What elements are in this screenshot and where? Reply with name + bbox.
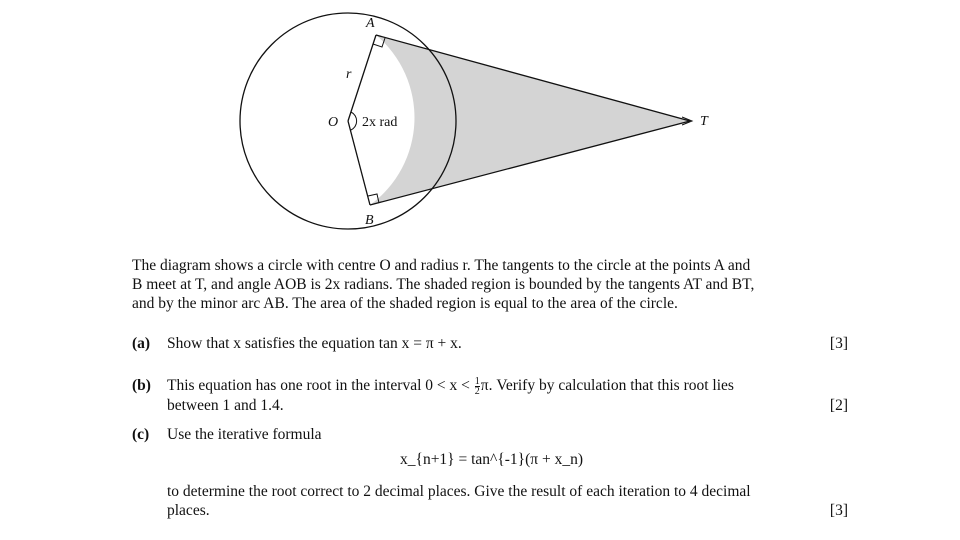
part-c-text: Use the iterative formula [167, 426, 322, 443]
intro-line: B meet at T, and angle AOB is 2x radians. The shaded region is bounded by the tangents AT and BT, [132, 276, 755, 293]
radius-OA [348, 35, 376, 121]
frac-num: 1 [474, 375, 480, 387]
part-c-line [167, 501, 848, 520]
iterative-formula [400, 451, 583, 469]
label-A: A [366, 16, 375, 31]
part-c-label: (c) [132, 426, 150, 443]
part-c-line2-text: places. [167, 502, 210, 519]
part-c-line: to determine the root correct to 2 decimal places. Give the result of each iteration to 4 decimal [167, 483, 751, 500]
label-O: O [328, 115, 339, 130]
part-b-text2: between 1 and 1.4. [167, 397, 284, 414]
intro-line: The diagram shows a circle with centre O and radius r. The tangents to the circle at the points A and [132, 257, 751, 274]
half-fraction [475, 377, 480, 396]
part-b-text-end: π. Verify by calculation that this root lies [480, 377, 734, 394]
part-a-label: (a) [132, 335, 151, 352]
formula-text: x_{n+1} = tan^{-1}(π + x_n) [400, 451, 584, 468]
label-r: r [346, 67, 352, 82]
part-b-text-start: This equation has one root in the interval 0 < x < [167, 377, 474, 394]
part-b-marks: [2] [829, 397, 848, 414]
part-b-text [167, 376, 848, 396]
intro-line: and by the minor arc AB. The area of the shaded region is equal to the area of the circle. [132, 295, 678, 312]
part-b-label: (b) [132, 377, 151, 394]
shaded-region [370, 35, 690, 205]
frac-den: 2 [474, 385, 480, 397]
label-T: T [700, 114, 708, 129]
label-angle: 2x rad [362, 115, 398, 130]
intro-paragraph [132, 256, 848, 313]
circle-tangent-diagram [0, 0, 960, 250]
radius-OB [348, 121, 370, 205]
part-c-tail [167, 482, 848, 520]
label-B: B [365, 213, 374, 228]
part-a-text: Show that x satisfies the equation tan x = π + x. [167, 335, 462, 352]
part-a-marks: [3] [829, 335, 848, 352]
part-c-marks: [3] [829, 502, 848, 519]
angle-arc [351, 112, 357, 130]
